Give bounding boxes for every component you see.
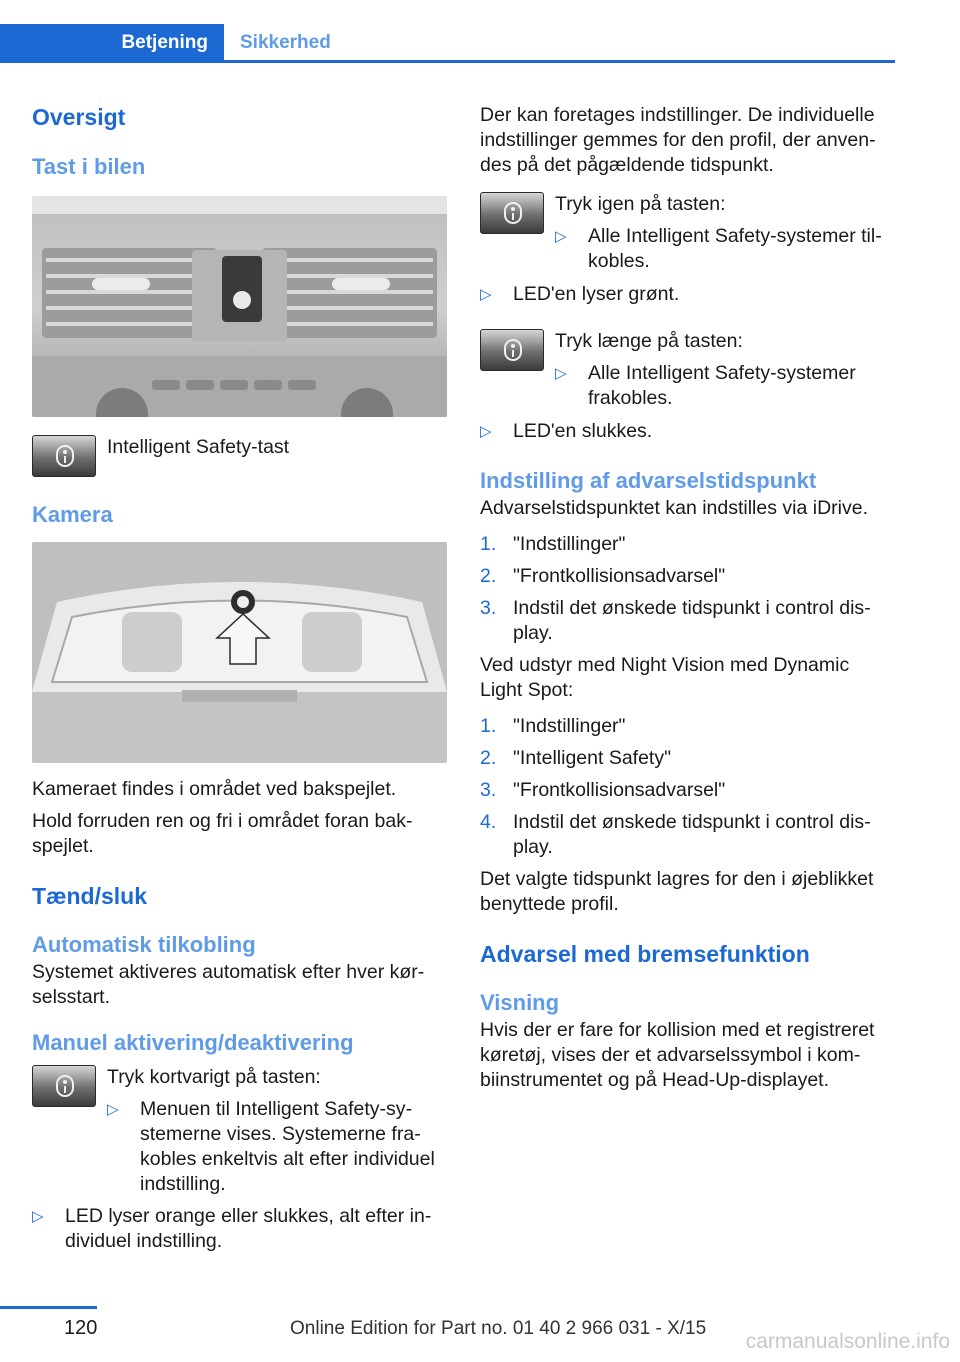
right-column: [480, 98, 895, 1093]
triangle-bullet-icon: ▷: [480, 286, 492, 303]
list-item: [480, 596, 895, 646]
visning-paragraph: Hvis der er fare for kollision med et registreret køretøj, vises der et advarselssymbol i kombiinstrumentet og på Head-Up-displayet.: [480, 1019, 875, 1091]
key-instructions: [107, 1065, 447, 1197]
list-number: 2.: [480, 747, 497, 769]
list-number: 3.: [480, 779, 497, 801]
list-item: [480, 810, 895, 860]
header-rule: [0, 60, 895, 63]
watermark: carmanualsonline.info: [745, 1330, 950, 1353]
key1-bullet: Alle Intelligent Safety-systemer tilkobles.: [588, 225, 882, 272]
list-text: Indstil det ønskede tidspunkt i control display.: [513, 597, 871, 644]
heading-advarsel-bremse: Advarsel med bremsefunktion: [480, 941, 810, 967]
list-item: [480, 419, 895, 444]
settings-list-2: [480, 714, 895, 860]
key-row-igen: [480, 192, 895, 274]
list-item: [480, 778, 895, 803]
key2-text: Tryk længe på tasten:: [555, 330, 743, 352]
list-item: [480, 282, 895, 307]
key-row-laenge: [480, 329, 895, 411]
heading-kamera: Kamera: [32, 502, 113, 527]
indstilling-paragraph: Advarselstidspunktet kan indstilles via iDrive.: [480, 497, 869, 519]
key-instructions: [555, 192, 895, 274]
key2-bullet: Alle Intelligent Safety-systemer frakobles.: [588, 362, 856, 409]
heading-visning: Visning: [480, 990, 560, 1015]
night-vision-paragraph: Ved udstyr med Night Vision med Dynamic Light Spot:: [480, 654, 850, 701]
list-item: [480, 564, 895, 589]
settings-list-1: [480, 532, 895, 646]
dashboard-button-photo: [32, 196, 447, 417]
led1-text: LED'en lyser grønt.: [513, 283, 680, 305]
list-text: "Indstillinger": [513, 533, 626, 555]
auto-paragraph: Systemet aktiveres automatisk efter hver kørselsstart.: [32, 961, 425, 1008]
camera-illustration: [32, 542, 447, 763]
list-item: [555, 224, 895, 274]
triangle-bullet-icon: ▷: [555, 228, 567, 245]
list-item: [480, 532, 895, 557]
manuel-key-text: Tryk kortvarigt på tasten:: [107, 1066, 321, 1088]
heading-taend-sluk: Tænd/sluk: [32, 883, 148, 909]
key-row-intelligent-safety: [32, 435, 447, 477]
list-item: [480, 746, 895, 771]
tab-sikkerhed[interactable]: Sikkerhed: [240, 32, 331, 53]
triangle-bullet-icon: ▷: [107, 1101, 119, 1118]
heading-oversigt: Oversigt: [32, 104, 126, 130]
triangle-bullet-icon: ▷: [480, 423, 492, 440]
list-number: 2.: [480, 565, 497, 587]
key-row-kortvarigt: [32, 1065, 447, 1197]
list-item: [107, 1097, 447, 1197]
list-text: "Intelligent Safety": [513, 747, 672, 769]
intelligent-safety-key-icon: [32, 435, 96, 477]
manuel-bullet-2: LED lyser orange eller slukkes, alt efter individuel indstilling.: [65, 1205, 432, 1252]
list-number: 4.: [480, 811, 497, 833]
list-item: [32, 1204, 447, 1254]
intelligent-safety-key-icon: [480, 192, 544, 234]
header: [0, 24, 895, 62]
heading-indstilling: Indstilling af advarselstidspunkt: [480, 468, 817, 493]
list-text: "Frontkollisionsadvarsel": [513, 779, 726, 801]
key-instructions: [555, 329, 895, 411]
triangle-bullet-icon: ▷: [32, 1208, 44, 1225]
saved-paragraph: Det valgte tidspunkt lagres for den i øjeblikket benyttede profil.: [480, 868, 874, 915]
list-number: 1.: [480, 715, 497, 737]
dashboard-illustration: [32, 196, 447, 417]
kamera-paragraph-1: Kameraet findes i området ved bakspejlet.: [32, 778, 397, 800]
intelligent-safety-key-icon: [480, 329, 544, 371]
heading-automatisk-tilkobling: Automatisk tilkobling: [32, 932, 256, 957]
footer-edition: Online Edition for Part no. 01 40 2 966 031 - X/15: [290, 1318, 707, 1339]
led2-text: LED'en slukkes.: [513, 420, 653, 442]
list-text: "Indstillinger": [513, 715, 626, 737]
page-number: 120: [64, 1317, 98, 1339]
list-number: 1.: [480, 533, 497, 555]
tab-betjening[interactable]: Betjening: [0, 24, 224, 62]
list-text: Indstil det ønskede tidspunkt i control display.: [513, 811, 871, 858]
camera-location-photo: [32, 542, 447, 763]
key1-text: Tryk igen på tasten:: [555, 193, 726, 215]
heading-tast-i-bilen: Tast i bilen: [32, 154, 146, 179]
kamera-paragraph-2: Hold forruden ren og fri i området foran bakspejlet.: [32, 810, 413, 857]
triangle-bullet-icon: ▷: [555, 365, 567, 382]
footer-rule: [0, 1306, 97, 1309]
key-caption: Intelligent Safety-tast: [107, 436, 290, 458]
list-number: 3.: [480, 597, 497, 619]
intelligent-safety-key-icon: [32, 1065, 96, 1107]
list-item: [480, 714, 895, 739]
list-text: "Frontkollisionsadvarsel": [513, 565, 726, 587]
intro-paragraph: Der kan foretages indstillinger. De individuelle indstillinger gemmes for den profil, der anvendes på det pågældende tidspunkt.: [480, 104, 876, 176]
heading-manuel: Manuel aktivering/deaktivering: [32, 1030, 354, 1055]
manuel-bullet-1: Menuen til Intelligent Safety-systemerne vises. Systemerne frakobles enkeltvis alt efter individuel indstilling.: [140, 1098, 435, 1195]
left-column: [32, 98, 447, 1254]
list-item: [555, 361, 895, 411]
